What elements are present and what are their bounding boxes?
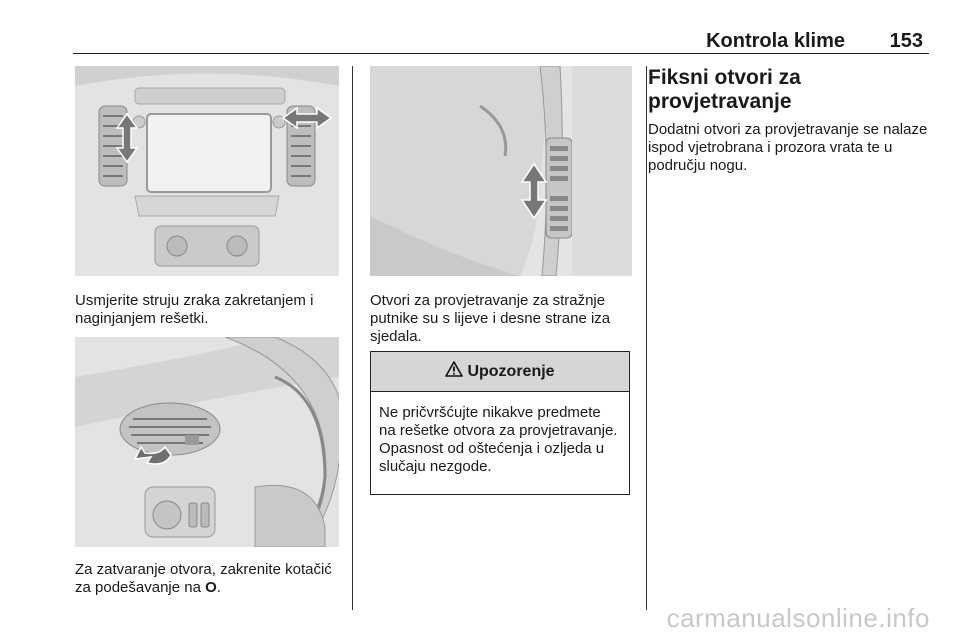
figure-center-vents	[75, 66, 339, 276]
warning-header	[371, 352, 629, 392]
column-divider-1	[352, 66, 353, 610]
rear-vents-illustration	[370, 66, 632, 276]
figure-side-vent	[75, 337, 339, 547]
section-text: Dodatni otvori za provjetravanje se nalaze ispod vjetrobrana i prozora vrata te u području nogu.	[648, 121, 928, 174]
warning-triangle-icon	[445, 361, 463, 382]
section-title: Fiksni otvori za provjetravanje	[648, 66, 801, 113]
watermark: carmanualsonline.info	[666, 603, 930, 633]
page-number: 153	[889, 30, 923, 52]
caption-close-vent-end: .	[216, 579, 221, 596]
caption-close-vent	[75, 561, 343, 597]
warning-text: Ne pričvršćujte nikakve predmete na rešetke otvora za provjetravanje. Opasnost od oštećenja i ozljeda u slučaju nezgode.	[379, 404, 618, 475]
caption-rear-vents: Otvori za provjetravanje za stražnje putnike su s lijeve i desne strane iza sjedala.	[370, 292, 611, 345]
header-rule	[73, 53, 929, 54]
center-vents-illustration	[75, 66, 339, 276]
closed-symbol: O	[205, 579, 217, 596]
warning-box	[370, 351, 630, 495]
caption-close-vent-text: Za zatvaranje otvora, zakrenite kotačić za podešavanje na	[75, 561, 332, 596]
figure-rear-vents	[370, 66, 632, 276]
page-header	[73, 30, 929, 52]
column-divider-2	[646, 66, 647, 610]
chapter-title: Kontrola klime	[706, 30, 845, 52]
caption-direct-airflow: Usmjerite struju zraka zakretanjem i naginjanjem rešetki.	[75, 292, 314, 327]
side-vent-illustration	[75, 337, 339, 547]
warning-title: Upozorenje	[467, 362, 555, 380]
